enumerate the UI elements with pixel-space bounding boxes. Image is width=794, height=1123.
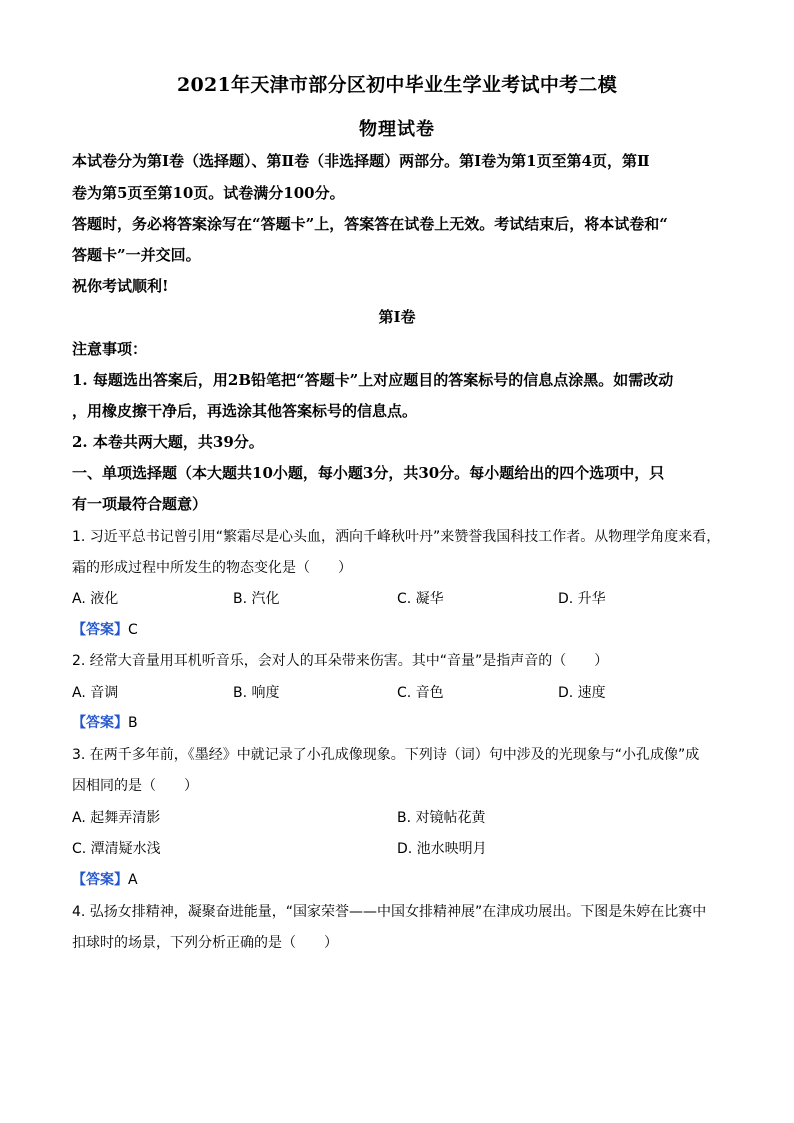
notice-1b: ，用橡皮擦干净后，再选涂其他答案标号的信息点。 xyxy=(72,402,418,420)
q3-option-b: B. 对镜帖花黄 xyxy=(397,810,486,826)
intro-line-5: 祝你考试顺利! xyxy=(72,277,169,295)
q1-stem-line-2: 霜的形成过程中所发生的物态变化是（ ） xyxy=(72,560,352,576)
q3-answer-value: A xyxy=(128,872,138,888)
q1-option-c: C. 凝华 xyxy=(397,591,444,607)
q4-stem-line-1: 4. 弘扬女排精神，凝聚奋进能量，“国家荣誉——中国女排精神展”在津成功展出。下图是朱婷在比赛中 xyxy=(72,904,707,920)
q2-answer-value: B xyxy=(128,715,138,731)
intro-line-4: 答题卡”一并交回。 xyxy=(72,246,201,264)
q1-answer-value: C xyxy=(128,622,138,638)
exam-subtitle: 物理试卷 xyxy=(359,119,435,140)
q2-stem-line-1: 2. 经常大音量用耳机听音乐，会对人的耳朵带来伤害。其中“音量”是指声音的（ ） xyxy=(72,653,609,669)
intro-line-2: 卷为第5页至第10页。试卷满分100分。 xyxy=(72,184,345,202)
q2-option-d: D. 速度 xyxy=(558,685,606,701)
q4-stem-line-2: 扣球时的场景，下列分析正确的是（ ） xyxy=(72,935,338,951)
q1-option-b: B. 汽化 xyxy=(233,591,280,607)
intro-line-1: 本试卷分为第Ⅰ卷（选择题）、第Ⅱ卷（非选择题）两部分。第Ⅰ卷为第1页至第4页，第Ⅱ xyxy=(72,152,650,170)
exam-title: 2021年天津市部分区初中毕业生学业考试中考二模 xyxy=(176,74,618,96)
q1-option-d: D. 升华 xyxy=(558,591,606,607)
q3-option-d: D. 池水映明月 xyxy=(397,841,487,857)
q1-answer xyxy=(72,619,138,639)
answer-tag: 【答案】 xyxy=(72,872,128,888)
q3-answer xyxy=(72,869,138,889)
q2-option-c: C. 音色 xyxy=(397,685,444,701)
answer-tag: 【答案】 xyxy=(72,715,128,731)
q3-stem-line-2: 因相同的是（ ） xyxy=(72,778,198,794)
notice-title: 注意事项： xyxy=(72,340,148,358)
q1-option-a: A. 液化 xyxy=(72,591,119,607)
q3-option-c: C. 潭清疑水浅 xyxy=(72,841,161,857)
answer-tag: 【答案】 xyxy=(72,622,128,638)
q2-option-b: B. 响度 xyxy=(233,685,280,701)
section-1a: 一、单项选择题（本大题共10小题，每小题3分，共30分。每小题给出的四个选项中，只 xyxy=(72,464,665,482)
notice-2: 2. 本卷共两大题，共39分。 xyxy=(72,433,264,451)
q3-stem-line-1: 3. 在两千多年前，《墨经》中就记录了小孔成像现象。下列诗（词）句中涉及的光现象与“小孔成像”成 xyxy=(72,747,700,763)
q2-answer xyxy=(72,712,138,732)
section-1b: 有一项最符合题意） xyxy=(72,495,208,513)
q3-option-a: A. 起舞弄清影 xyxy=(72,810,161,826)
q1-stem-line-1: 1. 习近平总书记曾引用“繁霜尽是心头血，洒向千峰秋叶丹”来赞誉我国科技工作者。从物理学角度来看， xyxy=(72,529,721,545)
intro-line-3: 答题时，务必将答案涂写在“答题卡”上，答案答在试卷上无效。考试结束后，将本试卷和“ xyxy=(72,215,668,233)
notice-1a: 1. 每题选出答案后，用2B铅笔把“答题卡”上对应题目的答案标号的信息点涂黑。如需改动 xyxy=(72,371,674,389)
q2-option-a: A. 音调 xyxy=(72,685,119,701)
part-heading: 第Ⅰ卷 xyxy=(378,308,416,326)
